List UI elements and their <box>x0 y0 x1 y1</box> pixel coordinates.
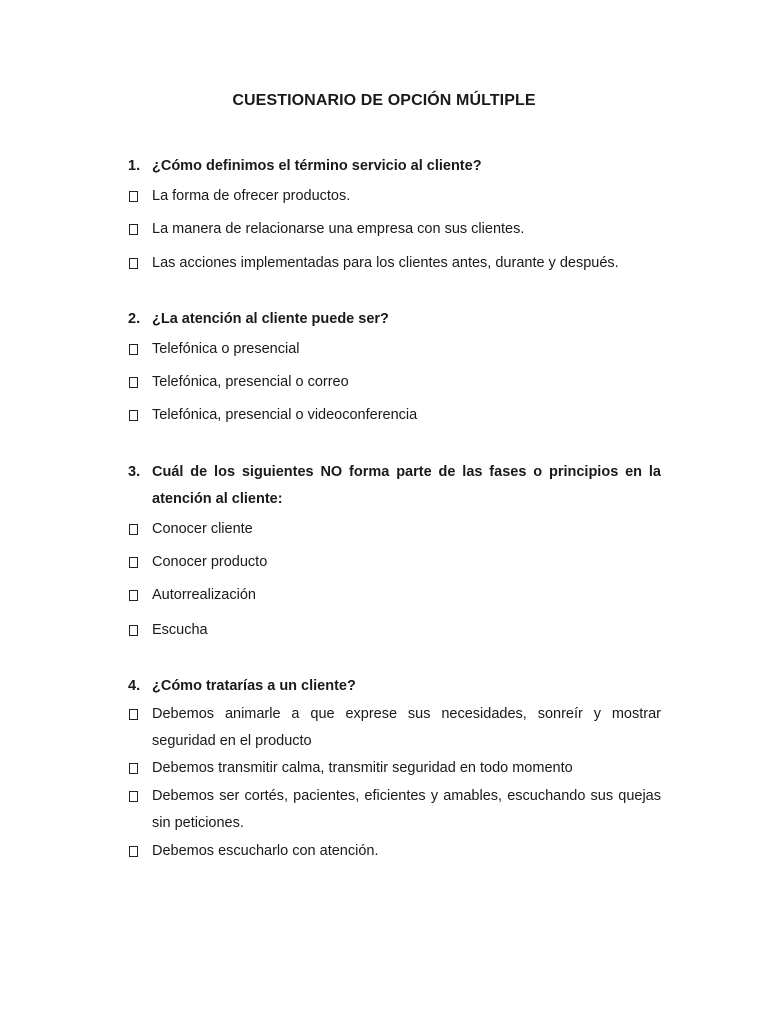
question-3 <box>128 459 661 513</box>
option-2c[interactable] <box>128 402 661 429</box>
option-text: Debemos animarle a que exprese sus necesidades, sonreír y mostrar seguridad en el producto <box>152 706 661 749</box>
checkbox-icon[interactable] <box>129 763 138 774</box>
checkbox-icon[interactable] <box>129 410 138 421</box>
question-text: ¿La atención al cliente puede ser? <box>152 311 389 327</box>
question-number: 4. <box>128 678 141 694</box>
checkbox-icon[interactable] <box>129 709 138 720</box>
question-1 <box>128 153 661 180</box>
option-3b[interactable] <box>128 549 661 576</box>
checkbox-icon[interactable] <box>129 344 138 355</box>
option-4d[interactable] <box>128 838 661 865</box>
checkbox-icon[interactable] <box>129 191 138 202</box>
checkbox-icon[interactable] <box>129 625 138 636</box>
checkbox-icon[interactable] <box>129 791 138 802</box>
question-number: 1. <box>128 158 141 174</box>
option-text: Autorrealización <box>152 587 256 603</box>
option-text: La forma de ofrecer productos. <box>152 188 351 204</box>
question-4 <box>128 673 661 700</box>
option-text: Telefónica, presencial o correo <box>152 374 349 390</box>
checkbox-icon[interactable] <box>129 846 138 857</box>
option-text: Debemos ser cortés, pacientes, eficientes y amables, escuchando sus quejas sin peticiones. <box>152 788 661 831</box>
option-text: Telefónica o presencial <box>152 341 300 357</box>
question-text: ¿Cómo definimos el término servicio al cliente? <box>152 158 482 174</box>
option-2b[interactable] <box>128 369 661 396</box>
checkbox-icon[interactable] <box>129 258 138 269</box>
checkbox-icon[interactable] <box>129 590 138 601</box>
document-title: CUESTIONARIO DE OPCIÓN MÚLTIPLE <box>232 92 536 109</box>
option-text: Debemos transmitir calma, transmitir seguridad en todo momento <box>152 760 573 776</box>
option-1b[interactable] <box>128 216 661 243</box>
option-text: Telefónica, presencial o videoconferencia <box>152 407 418 423</box>
option-3d[interactable] <box>128 617 661 644</box>
option-3c[interactable] <box>128 582 661 609</box>
question-text: Cuál de los siguientes NO forma parte de las fases o principios en la atención al cliente: <box>152 464 661 507</box>
option-4b[interactable] <box>128 755 661 782</box>
checkbox-icon[interactable] <box>129 224 138 235</box>
option-text: Conocer producto <box>152 554 268 570</box>
option-text: Las acciones implementadas para los clientes antes, durante y después. <box>152 255 619 271</box>
option-text: Escucha <box>152 622 208 638</box>
option-2a[interactable] <box>128 336 661 363</box>
question-2 <box>128 306 661 333</box>
question-number: 2. <box>128 311 141 327</box>
option-4c[interactable] <box>128 783 661 837</box>
option-1c[interactable] <box>128 250 661 277</box>
option-text: Debemos escucharlo con atención. <box>152 843 379 859</box>
question-number: 3. <box>128 464 141 480</box>
question-text: ¿Cómo tratarías a un cliente? <box>152 678 356 694</box>
checkbox-icon[interactable] <box>129 557 138 568</box>
option-text: Conocer cliente <box>152 521 253 537</box>
checkbox-icon[interactable] <box>129 524 138 535</box>
option-3a[interactable] <box>128 516 661 543</box>
checkbox-icon[interactable] <box>129 377 138 388</box>
option-1a[interactable] <box>128 183 661 210</box>
option-4a[interactable] <box>128 701 661 755</box>
option-text: La manera de relacionarse una empresa con sus clientes. <box>152 221 525 237</box>
